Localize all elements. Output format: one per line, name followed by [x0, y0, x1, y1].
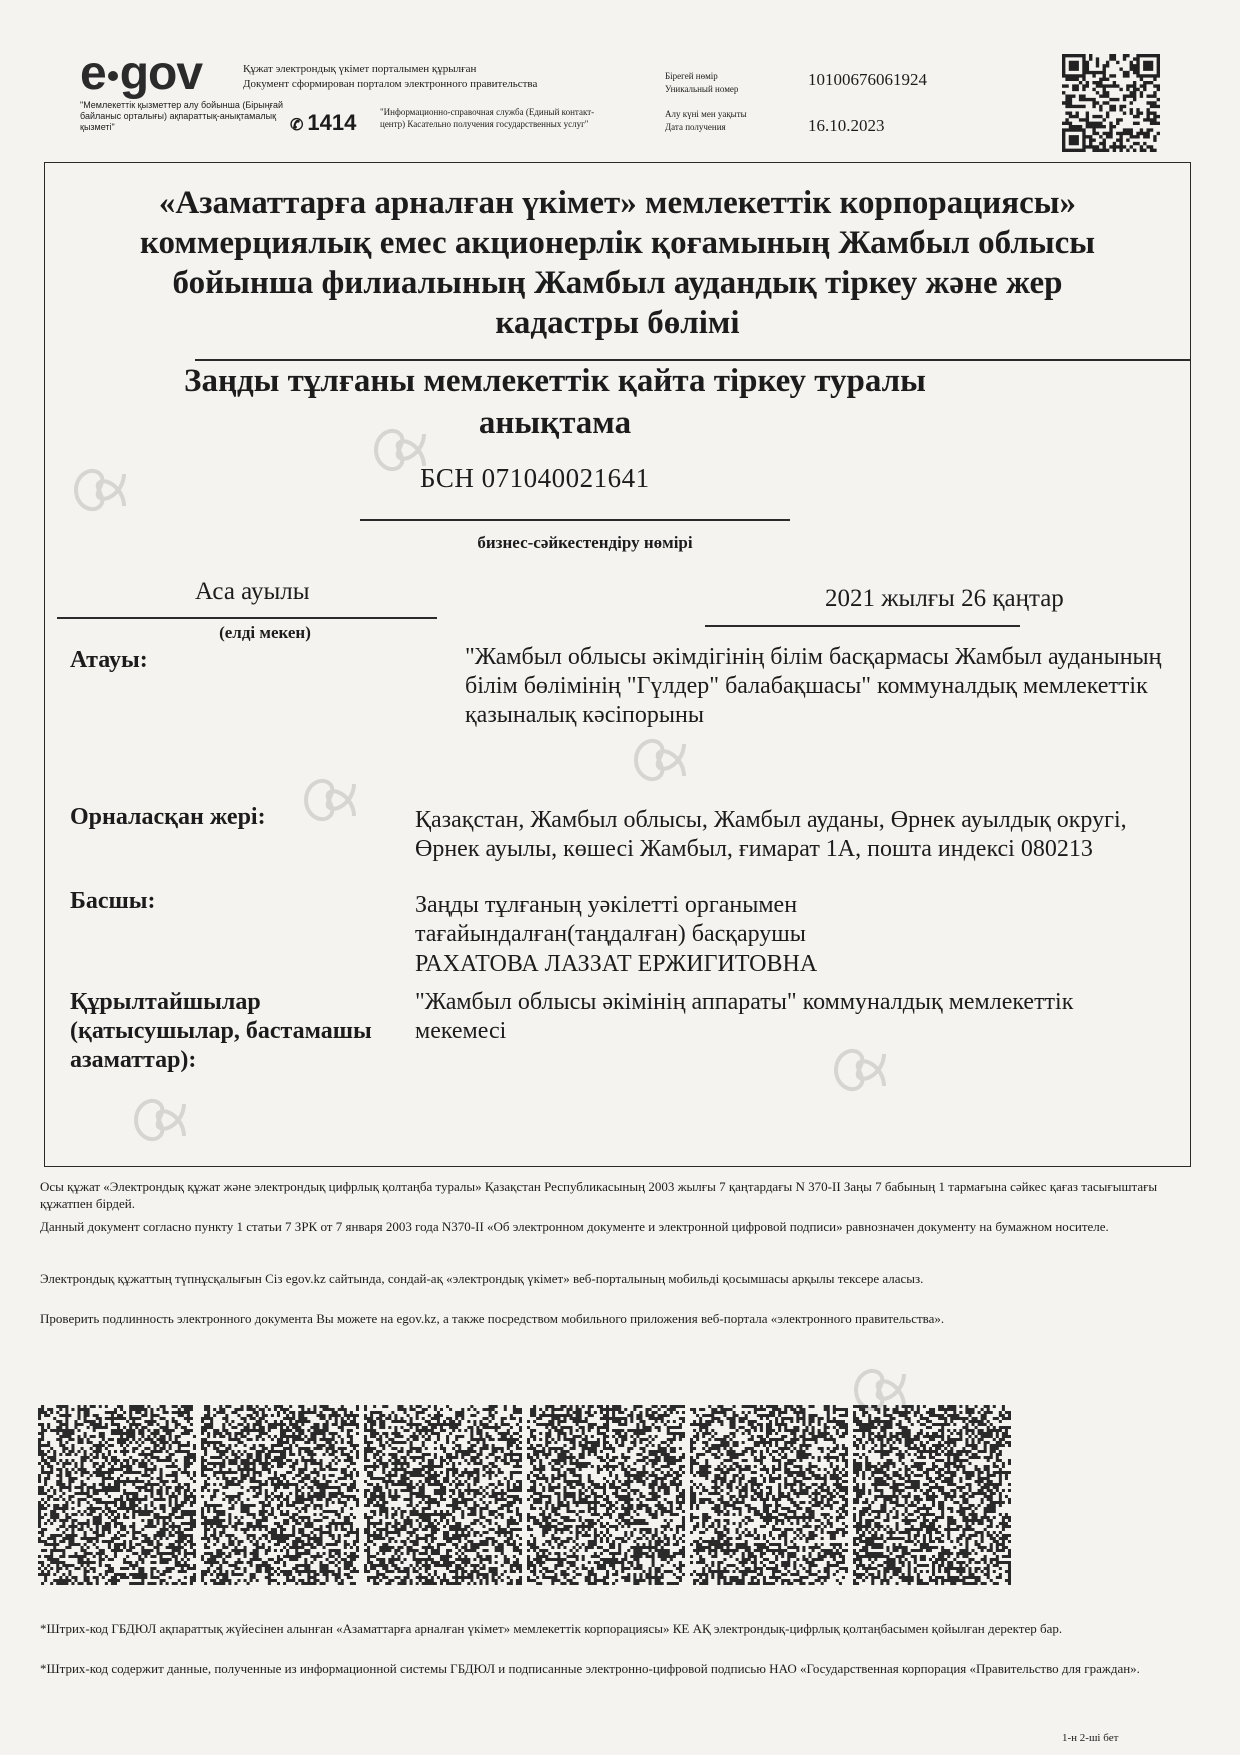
document-title [105, 360, 1005, 444]
qr-code-icon [1062, 54, 1160, 152]
founders-label-line-3: азаматтар): [70, 1047, 197, 1073]
unique-number-label-kz: Бірегей нөмір [665, 71, 718, 81]
egov-logo: e gov [80, 47, 203, 100]
settlement-underline [57, 617, 437, 619]
watermark-ornament-icon [290, 760, 370, 840]
date-received: 16.10.2023 [808, 116, 885, 135]
date-underline [705, 625, 1020, 627]
unique-number-label-ru: Уникальный номер [665, 84, 739, 94]
watermark-ornament-icon [620, 720, 700, 800]
watermark-ornament-icon [820, 1030, 900, 1110]
registration-date: 2021 жылғы 26 қаңтар [825, 585, 1064, 612]
barcode-strip [38, 1405, 1043, 1585]
document-title-line-1: Заңды тұлғаны мемлекеттік қайта тіркеу туралы [184, 363, 926, 399]
watermark-ornament-icon [60, 450, 140, 530]
portal-notice-ru: Документ сформирован порталом электронного правительства [243, 78, 538, 90]
page-number: 1-н 2-ші бет [1062, 1732, 1119, 1744]
2d-barcode-icon [201, 1405, 359, 1585]
org-line-1: «Азаматтарға арналған үкімет» мемлекеттік корпорациясы» [158, 185, 1077, 221]
help-line-text: "Информационно-справочная служба (Единый контакт-центр) Касательно получения государственных услуг" [380, 107, 595, 129]
document-title-line-2: анықтама [478, 405, 632, 441]
legal-note-kz: Осы құжат «Электрондық құжат және электрондық цифрлық қолтаңба туралы» Қазақстан Республикасының 2003 жылғы 7 қаңтардағы N 370-II Заңы 7 бабының 1 тармағына сәйкес қағаз тасығыштағы құжатпен бірдей. [40, 1179, 1158, 1211]
unique-number: 10100676061924 [808, 70, 927, 89]
founders-value: "Жамбыл облысы әкімінің аппараты" коммуналдық мемлекеттік мекемесі [415, 989, 1074, 1044]
barcode-footnote-kz: *Штрих-код ГБДЮЛ ақпараттық жүйесінен алынған «Азаматтарға арналған үкімет» мемлекеттік корпорациясы» КЕ АҚ электрондық-цифрлық қолтаңбасымен қойылған деректер бар. [40, 1621, 1063, 1636]
2d-barcode-icon [364, 1405, 522, 1585]
bsn-number: БСН 071040021641 [420, 463, 650, 493]
logo-subtitle: "Мемлекеттік қызметтер алу бойынша (Бірыңғай байланыс орталығы) ақпараттық-анықтамалық қызметі" [80, 100, 284, 132]
org-line-2: коммерциялық емес акционерлік қоғамының Жамбыл облысы [139, 225, 1096, 261]
watermark-ornament-icon [360, 410, 440, 490]
date-label-kz: Алу күні мен уақыты [665, 109, 747, 119]
date-label-ru: Дата получения [665, 122, 726, 132]
issuing-organization [45, 183, 1190, 343]
founders-label [70, 988, 372, 1075]
name-value: "Жамбыл облысы әкімдігінің білім басқармасы Жамбыл ауданының білім бөлімінің "Гүлдер" балабақшасы" коммуналдық мемлекеттік қазыналық кәсіпорыны [465, 644, 1162, 728]
watermark-ornament-icon [120, 1080, 200, 1160]
2d-barcode-icon [853, 1405, 1011, 1585]
verify-note-ru: Проверить подлинность электронного документа Вы можете на egov.kz, а также посредством мобильного приложения веб-портала «электронного правительства». [40, 1311, 945, 1326]
meta-labels [665, 70, 747, 134]
watermark-ornament-icon [840, 1350, 920, 1430]
location-value: Қазақстан, Жамбыл облысы, Жамбыл ауданы, Өрнек ауылдық округі, Өрнек ауылы, көшесі Жамбыл, ғимарат 1А, пошта индексі 080213 [415, 807, 1127, 862]
2d-barcode-icon [38, 1405, 196, 1585]
phone-icon: ✆ [290, 117, 304, 134]
founders-label-line-2: (қатысушылар, бастамашы [70, 1018, 372, 1044]
2d-barcode-icon [690, 1405, 848, 1585]
barcode-footnote-ru: *Штрих-код содержит данные, полученные из информационной системы ГБДЮЛ и подписанные электронно-цифровой подписью НАО «Государственная корпорация «Правительство для граждан». [40, 1661, 1140, 1676]
name-label: Атауы: [70, 647, 148, 673]
egov-header [80, 40, 1190, 160]
org-line-3: бойынша филиалының Жамбыл аудандық тіркеу және жер [172, 265, 1063, 301]
contact-phone [290, 110, 356, 136]
certificate-frame [44, 162, 1191, 1167]
phone-number: 1414 [307, 110, 357, 135]
founders-label-line-1: Құрылтайшылар [70, 989, 261, 1015]
legal-note-ru: Данный документ согласно пункту 1 статьи 7 ЗРК от 7 января 2003 года N370-II «Об электронном документе и электронной цифровой подписи» равнозначен документу на бумажном носителе. [40, 1219, 1109, 1234]
bsn-underline [360, 519, 790, 521]
location-label: Орналасқан жері: [70, 804, 266, 830]
portal-notice-kz: Құжат электрондық үкімет порталымен құрылған [243, 63, 477, 75]
head-label: Басшы: [70, 888, 156, 914]
head-name: РАХАТОВА ЛАЗЗАТ ЕРЖИГИТОВНА [415, 951, 818, 977]
head-value: Заңды тұлғаның уәкілетті органымен тағайындалған(таңдалған) басқарушы [415, 892, 806, 947]
settlement: Аса ауылы [195, 578, 310, 605]
portal-notice [243, 62, 537, 92]
bsn-label: бизнес-сәйкестендіру нөмірі [477, 533, 693, 552]
org-line-4: кадастры бөлімі [495, 305, 740, 341]
settlement-label: (елді мекен) [219, 623, 311, 642]
verify-note-kz: Электрондық құжаттың түпнұсқалығын Сіз egov.kz сайтында, сондай-ақ «электрондық үкімет» веб-порталының мобильді қосымшасы арқылы тексере аласыз. [40, 1271, 924, 1286]
2d-barcode-icon [527, 1405, 685, 1585]
